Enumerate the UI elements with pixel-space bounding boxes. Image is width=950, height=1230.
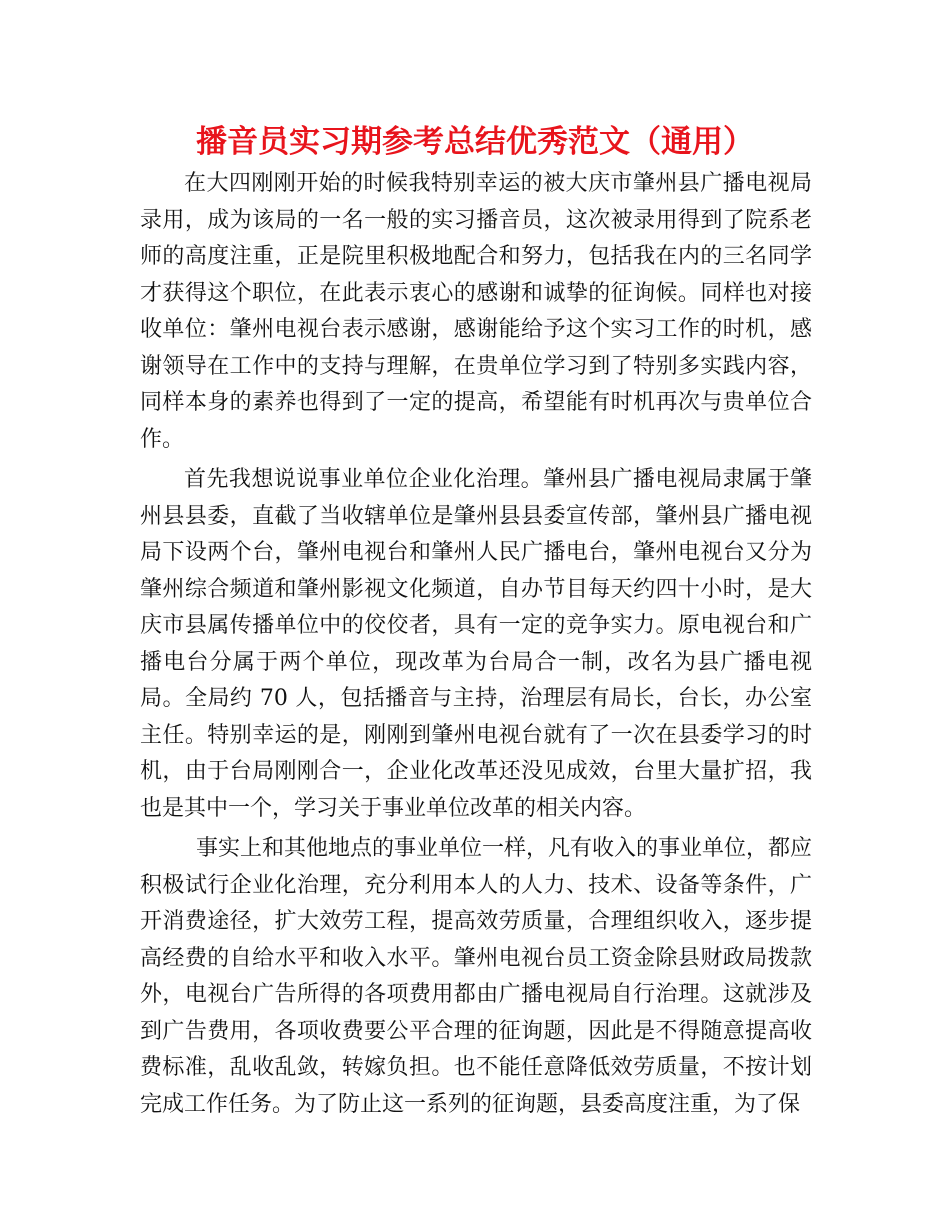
paragraph-3: 事实上和其他地点的事业单位一样，凡有收入的事业单位，都应积极试行企业化治理，充分利用本人的人力、技术、设备等条件，广开消费途径，扩大效劳工程，提高效劳质量，合理组织收入，逐步提高经费的自给水平和收入水平。肇州电视台员工资金除县财政局拨款外，电视台广告所得的各项费用都由广播电视局自行治理。这就涉及到广告费用，各项收费要公平合理的征询题，因此是不得随意提高收费标准，乱收乱敛，转嫁负担。也不能任意降低效劳质量，不按计划完成工作任务。为了防止这一系列的征询题，县委高度注重，为了保: [140, 836, 813, 1117]
paragraph-1: 在大四刚刚开始的时候我特别幸运的被大庆市肇州县广播电视局录用，成为该局的一名一般的实习播音员，这次被录用得到了院系老师的高度注重，正是院里积极地配合和努力，包括我在内的三名同学才获得这个职位，在此表示衷心的感谢和诚挚的征询候。同样也对接收单位：肇州电视台表示感谢，感谢能给予这个实习工作的时机，感谢领导在工作中的支持与理解，在贵单位学习到了特别多实践内容，同样本身的素养也得到了一定的提高，希望能有时机再次与贵单位合作。: [140, 171, 812, 452]
page-title: 播音员实习期参考总结优秀范文（通用）: [196, 124, 754, 160]
paragraph-2: 首先我想说说事业单位企业化治理。肇州县广播电视局隶属于肇州县县委，直截了当收辖单位是肇州县县委宣传部，肇州县广播电视局下设两个台，肇州电视台和肇州人民广播电台，肇州电视台又分为肇州综合频道和肇州影视文化频道，自办节目每天约四十小时，是大庆市县属传播单位中的佼佼者，具有一定的竞争实力。原电视台和广播电台分属于两个单位，现改革为台局合一制，改名为县广播电视局。全局约 70 人，包括播音与主持，治理层有局长，台长，办公室主任。特别幸运的是，刚刚到肇州电视台就有了一次在县委学习的时机，由于台局刚刚合一，企业化改革还没见成效，台里大量扩招，我也是其中一个，学习关于事业单位改革的相关内容。: [140, 467, 812, 821]
document-body: [140, 166, 812, 1127]
